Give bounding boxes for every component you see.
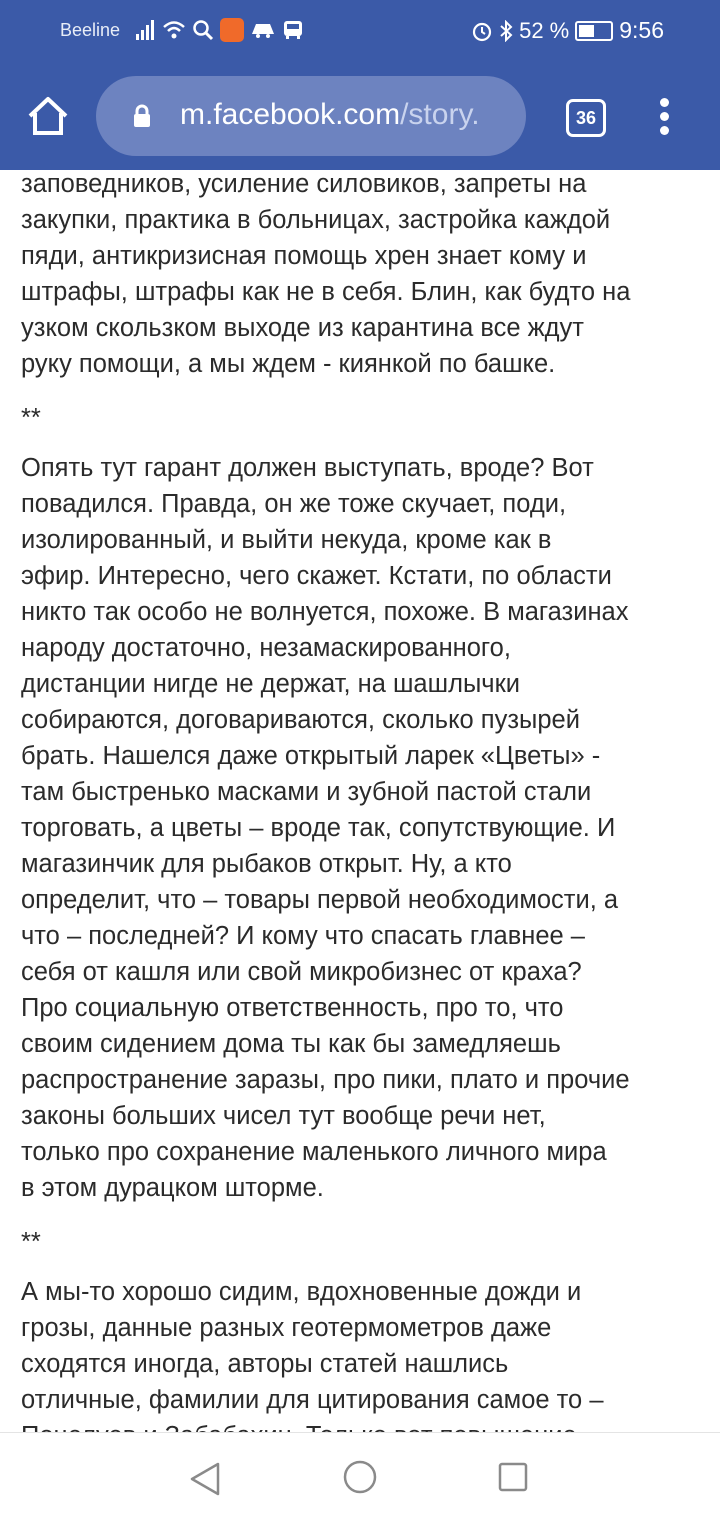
back-icon[interactable] <box>188 1461 222 1497</box>
status-bar <box>0 0 720 62</box>
browser-toolbar <box>0 0 720 170</box>
system-nav-bar <box>0 1432 720 1521</box>
paragraph: А мы-то хорошо сидим, вдохновенные дожди и грозы, данные разных геотермометров даже сходятся иногда, авторы статей нашлись отличные, фамилии для цитирования самое то – <box>21 1278 604 1414</box>
bluetooth-icon <box>499 20 513 42</box>
url-path: /story. <box>400 98 480 131</box>
tab-switcher-button[interactable]: 36 <box>566 99 606 137</box>
search-icon <box>192 19 214 41</box>
address-bar[interactable] <box>96 76 526 156</box>
app-notification-icon <box>220 18 244 42</box>
home-circle-icon[interactable] <box>342 1459 378 1495</box>
recents-icon[interactable] <box>497 1461 529 1493</box>
carrier-name: Beeline <box>60 20 121 40</box>
post-content <box>21 166 711 1454</box>
lock-icon <box>132 104 152 128</box>
battery-percent: 52 % <box>519 17 570 43</box>
train-icon <box>250 20 276 40</box>
bus-icon <box>282 19 304 41</box>
separator: ** <box>21 1228 41 1256</box>
url-host: m.facebook.com <box>180 98 401 131</box>
separator: ** <box>21 404 41 432</box>
url-text <box>180 98 480 132</box>
paragraph: Опять тут гарант должен выступать, вроде? Вот повадился. Правда, он же тоже скучает, поди, изолированный, и выйти некуда, кроме как в эфир. Интересно, чего скажет. Кстати, по области никто так особо не волнуется, похоже. В магазинах народу достаточно, незамаскированного, дистанции нигде не держат, на шашлычки собираются, договариваются, сколько пузырей брать. Нашелся даже открытый ларек «Цветы» - там быстренько масками и зубной пастой стали торговать, а цветы – вроде так, сопутствующие. И магазинчик для рыбаков открыт. Ну, а кто определит, что – товары первой необходимости, а что – последней? И кому что спасать главнее – себя от кашля или свой микробизнес от краха? Про социальную ответственность, про то, что своим сидением дома ты как бы замедляешь распространение заразы, про пики, плато и прочие законы больших чисел тут вообще речи нет, только про сохранение маленького личного мира в этом дурацком шторме. <box>21 454 630 1202</box>
clock: 9:56 <box>619 17 664 43</box>
battery-icon <box>575 21 613 41</box>
signal-icon <box>136 19 156 41</box>
home-icon[interactable] <box>26 94 70 138</box>
wifi-icon <box>162 19 186 41</box>
overflow-menu-icon[interactable] <box>654 98 674 138</box>
status-icons-left <box>136 18 304 42</box>
paragraph: заповедников, усиление силовиков, запреты на закупки, практика в больницах, застройка каждой пяди, антикризисная помощь хрен знает кому и штрафы, штрафы как не в себя. Блин, как будто на узком скользком выходе из карантина все ждут руку помощи, а мы ждем - киянкой по башке. <box>21 170 631 378</box>
alarm-icon <box>471 20 493 42</box>
status-icons-right <box>471 17 664 44</box>
